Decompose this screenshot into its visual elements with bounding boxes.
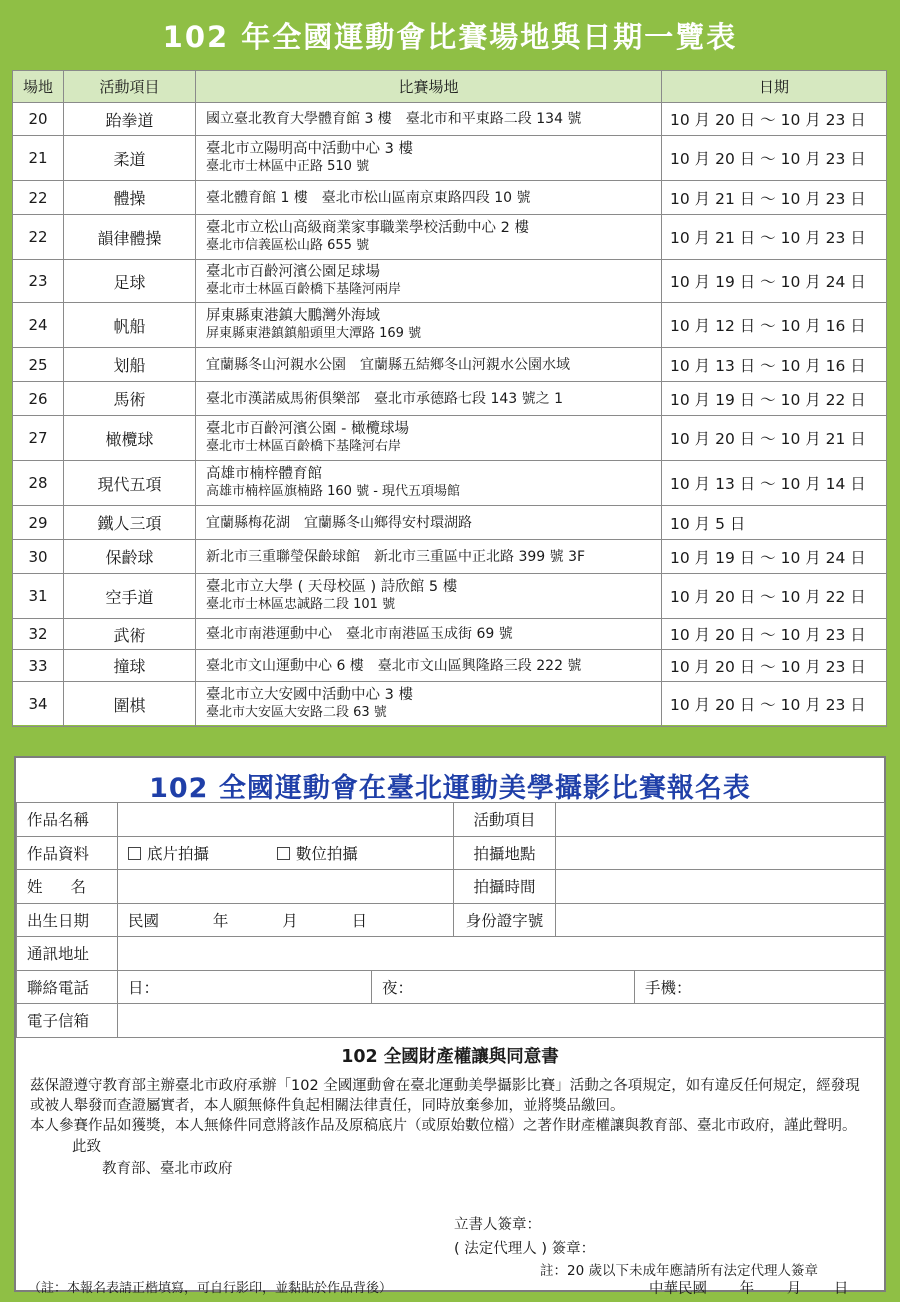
schedule-table — [12, 70, 887, 727]
email-field[interactable] — [118, 1004, 885, 1038]
date-line: 中華民國 年 月 日 — [649, 1281, 849, 1297]
schedule-body — [13, 103, 887, 727]
sport-name: 柔道 — [64, 136, 196, 181]
form-row-work-info — [17, 836, 885, 870]
form-row-email — [17, 1004, 885, 1038]
sport-name: 帆船 — [64, 303, 196, 348]
sport-name: 體操 — [64, 181, 196, 215]
venue-name: 臺北市立大學 ( 天母校區 ) 詩欣館 5 樓 — [206, 579, 458, 596]
venue-name: 宜蘭縣梅花湖 宜蘭縣冬山鄉得安村環湖路 — [206, 514, 472, 531]
sport-name: 划船 — [64, 348, 196, 382]
name-field[interactable] — [118, 870, 454, 904]
venue-cell — [196, 574, 662, 619]
form-title: 102 全國運動會在臺北運動美學攝影比賽報名表 — [149, 773, 751, 804]
venue-number: 31 — [13, 574, 64, 619]
id-number-label: 身份證字號 — [454, 903, 556, 937]
sport-name: 橄欖球 — [64, 416, 196, 461]
venue-name: 高雄市楠梓體育館 — [206, 466, 322, 483]
venue-cell — [196, 348, 662, 382]
sport-name: 足球 — [64, 260, 196, 303]
sport-name: 馬術 — [64, 382, 196, 416]
header-venue-no: 場地 — [13, 71, 64, 103]
schedule-row — [13, 103, 887, 136]
sport-name: 圍棋 — [64, 682, 196, 727]
schedule-row — [13, 650, 887, 682]
schedule-row — [13, 619, 887, 650]
film-checkbox[interactable] — [128, 847, 141, 860]
date-range: 10 月 19 日 ～ 10 月 24 日 — [662, 540, 887, 574]
venue-cell — [196, 260, 662, 303]
venue-name: 臺北市立陽明高中活動中心 3 樓 — [206, 141, 413, 158]
minor-note: 註：20 歲以下未成年應請所有法定代理人簽章 — [540, 1263, 818, 1279]
venue-number: 24 — [13, 303, 64, 348]
date-range: 10 月 20 日 ～ 10 月 21 日 — [662, 416, 887, 461]
venue-number: 26 — [13, 382, 64, 416]
venue-address: 屏東縣東港鎮鎮船頭里大潭路 169 號 — [206, 325, 422, 341]
id-number-field[interactable] — [556, 903, 885, 937]
schedule-row — [13, 574, 887, 619]
venue-address: 臺北市士林區百齡橋下基隆河右岸 — [206, 438, 402, 454]
venue-cell — [196, 540, 662, 574]
agreement-section — [16, 1043, 884, 1180]
venue-name: 臺北市文山運動中心 6 樓 臺北市文山區興隆路三段 222 號 — [206, 657, 582, 674]
sport-name: 跆拳道 — [64, 103, 196, 136]
activity-label: 活動項目 — [454, 803, 556, 837]
date-range: 10 月 21 日 ～ 10 月 23 日 — [662, 181, 887, 215]
schedule-row — [13, 540, 887, 574]
form-row-birth — [17, 903, 885, 937]
form-row-work-name — [17, 803, 885, 837]
venue-number: 22 — [13, 215, 64, 260]
schedule-row — [13, 506, 887, 540]
schedule-title: 102 年全國運動會比賽場地與日期一覽表 — [162, 19, 738, 54]
signer-signature[interactable]: 立書人簽章： — [454, 1217, 541, 1233]
venue-name: 國立臺北教育大學體育館 3 樓 臺北市和平東路二段 134 號 — [206, 111, 582, 128]
agreement-recipients: 教育部、臺北市政府 — [102, 1161, 233, 1177]
venue-name: 臺北市百齡河濱公園足球場 — [206, 264, 380, 281]
birth-label: 出生日期 — [17, 903, 118, 937]
venue-address: 臺北市士林區忠誠路二段 101 號 — [206, 596, 396, 612]
date-range: 10 月 19 日 ～ 10 月 24 日 — [662, 260, 887, 303]
venue-cell — [196, 103, 662, 136]
date-range: 10 月 13 日 ～ 10 月 16 日 — [662, 348, 887, 382]
venue-name: 屏東縣東港鎮大鵬灣外海域 — [206, 308, 380, 325]
date-range: 10 月 19 日 ～ 10 月 22 日 — [662, 382, 887, 416]
form-table — [16, 802, 885, 1038]
sport-name: 保齡球 — [64, 540, 196, 574]
address-label: 通訊地址 — [17, 937, 118, 971]
schedule-row — [13, 181, 887, 215]
venue-number: 30 — [13, 540, 64, 574]
phone-label: 聯絡電話 — [17, 970, 118, 1004]
shoot-place-field[interactable] — [556, 836, 885, 870]
phone-night-field[interactable]: 夜： — [372, 970, 635, 1004]
schedule-row — [13, 303, 887, 348]
form-footnote: （註：本報名表請正楷填寫，可自行影印，並黏貼於作品背後） — [28, 1281, 393, 1296]
venue-number: 22 — [13, 181, 64, 215]
venue-cell — [196, 303, 662, 348]
venue-number: 33 — [13, 650, 64, 682]
header-sport: 活動項目 — [64, 71, 196, 103]
venue-address: 高雄市楠梓區旗楠路 160 號 - 現代五項場館 — [206, 483, 461, 499]
birth-field[interactable] — [118, 903, 454, 937]
date-range: 10 月 21 日 ～ 10 月 23 日 — [662, 215, 887, 260]
schedule-header-row — [13, 71, 887, 103]
shoot-time-field[interactable] — [556, 870, 885, 904]
date-range: 10 月 20 日 ～ 10 月 23 日 — [662, 619, 887, 650]
header-date: 日期 — [662, 71, 887, 103]
digital-option-label: 數位拍攝 — [295, 844, 358, 863]
phone-day-field[interactable]: 日： — [118, 970, 372, 1004]
venue-number: 23 — [13, 260, 64, 303]
sport-name: 武術 — [64, 619, 196, 650]
venue-cell — [196, 506, 662, 540]
venue-number: 20 — [13, 103, 64, 136]
mobile-field[interactable]: 手機： — [635, 970, 885, 1004]
agreement-paragraph-2: 本人參賽作品如獲獎，本人無條件同意將該作品及原稿底片（或原始數位檔）之著作財產權讓與教育部、臺北市政府，謹此聲明。 — [30, 1118, 857, 1134]
name-label: 姓名 — [17, 870, 118, 904]
venue-name: 臺北市南港運動中心 臺北市南港區玉成街 69 號 — [206, 626, 513, 643]
venue-address: 臺北市士林區中正路 510 號 — [206, 158, 370, 174]
form-row-phone — [17, 970, 885, 1004]
schedule-row — [13, 260, 887, 303]
date-range: 10 月 20 日 ～ 10 月 23 日 — [662, 136, 887, 181]
registration-form — [14, 756, 886, 1297]
venue-number: 25 — [13, 348, 64, 382]
venue-cell — [196, 619, 662, 650]
venue-address: 臺北市信義區松山路 655 號 — [206, 237, 370, 253]
schedule-row — [13, 416, 887, 461]
activity-field[interactable] — [556, 803, 885, 837]
schedule-table-container — [12, 70, 886, 725]
digital-checkbox[interactable] — [277, 847, 290, 860]
date-range: 10 月 5 日 — [662, 506, 887, 540]
venue-name: 臺北市立松山高級商業家事職業學校活動中心 2 樓 — [206, 220, 529, 237]
form-row-address — [17, 937, 885, 971]
agreement-salutation: 此致 — [72, 1139, 101, 1155]
shoot-place-label: 拍攝地點 — [454, 836, 556, 870]
venue-name: 臺北市百齡河濱公園 - 橄欖球場 — [206, 421, 409, 438]
venue-cell — [196, 461, 662, 506]
address-field[interactable] — [118, 937, 885, 971]
venue-name: 新北市三重聯瑩保齡球館 新北市三重區中正北路 399 號 3F — [206, 548, 586, 565]
work-info-label: 作品資料 — [17, 836, 118, 870]
birth-day: 日 — [351, 911, 368, 930]
venue-cell — [196, 382, 662, 416]
sport-name: 現代五項 — [64, 461, 196, 506]
schedule-row — [13, 461, 887, 506]
birth-era: 民國 — [128, 911, 160, 930]
venue-number: 28 — [13, 461, 64, 506]
venue-number: 21 — [13, 136, 64, 181]
agreement-paragraph-1: 茲保證遵守教育部主辦臺北市政府承辦「102 全國運動會在臺北運動美學攝影比賽」活動之各項規定，如有違反任何規定，經發現或被人舉發而查證屬實者，本人願無條件負起相關法律責任，同時放棄參加，並將獎品繳回。 — [30, 1078, 860, 1114]
header-venue: 比賽場地 — [196, 71, 662, 103]
work-info-field — [118, 836, 454, 870]
venue-cell — [196, 682, 662, 727]
sport-name: 鐵人三項 — [64, 506, 196, 540]
work-name-label: 作品名稱 — [17, 803, 118, 837]
date-range: 10 月 20 日 ～ 10 月 23 日 — [662, 650, 887, 682]
venue-name: 臺北體育館 1 樓 臺北市松山區南京東路四段 10 號 — [206, 189, 531, 206]
venue-number: 27 — [13, 416, 64, 461]
film-option-label: 底片拍攝 — [147, 844, 210, 863]
venue-number: 34 — [13, 682, 64, 727]
email-label: 電子信箱 — [17, 1004, 118, 1038]
sport-name: 空手道 — [64, 574, 196, 619]
venue-cell — [196, 215, 662, 260]
date-range: 10 月 20 日 ～ 10 月 22 日 — [662, 574, 887, 619]
date-range: 10 月 12 日 ～ 10 月 16 日 — [662, 303, 887, 348]
venue-number: 29 — [13, 506, 64, 540]
venue-name: 臺北市漢諾威馬術俱樂部 臺北市承德路七段 143 號之 1 — [206, 390, 563, 407]
date-range: 10 月 20 日 ～ 10 月 23 日 — [662, 682, 887, 727]
venue-name: 臺北市立大安國中活動中心 3 樓 — [206, 687, 413, 704]
date-range: 10 月 13 日 ～ 10 月 14 日 — [662, 461, 887, 506]
birth-year: 年 — [212, 911, 229, 930]
schedule-row — [13, 382, 887, 416]
schedule-row — [13, 682, 887, 727]
agreement-title: 102 全國財產權讓與同意書 — [341, 1047, 559, 1067]
venue-number: 32 — [13, 619, 64, 650]
schedule-row — [13, 215, 887, 260]
schedule-row — [13, 348, 887, 382]
venue-name: 宜蘭縣冬山河親水公園 宜蘭縣五結鄉冬山河親水公園水域 — [206, 356, 570, 373]
birth-month: 月 — [282, 911, 298, 930]
venue-cell — [196, 416, 662, 461]
venue-cell — [196, 136, 662, 181]
guardian-signature[interactable]: ( 法定代理人 ) 簽章： — [454, 1241, 596, 1257]
form-row-name — [17, 870, 885, 904]
venue-cell — [196, 650, 662, 682]
schedule-row — [13, 136, 887, 181]
venue-cell — [196, 181, 662, 215]
venue-address: 臺北市大安區大安路二段 63 號 — [206, 704, 387, 720]
work-name-field[interactable] — [118, 803, 454, 837]
venue-address: 臺北市士林區百齡橋下基隆河兩岸 — [206, 281, 402, 297]
sport-name: 撞球 — [64, 650, 196, 682]
shoot-time-label: 拍攝時間 — [454, 870, 556, 904]
sport-name: 韻律體操 — [64, 215, 196, 260]
date-range: 10 月 20 日 ～ 10 月 23 日 — [662, 103, 887, 136]
